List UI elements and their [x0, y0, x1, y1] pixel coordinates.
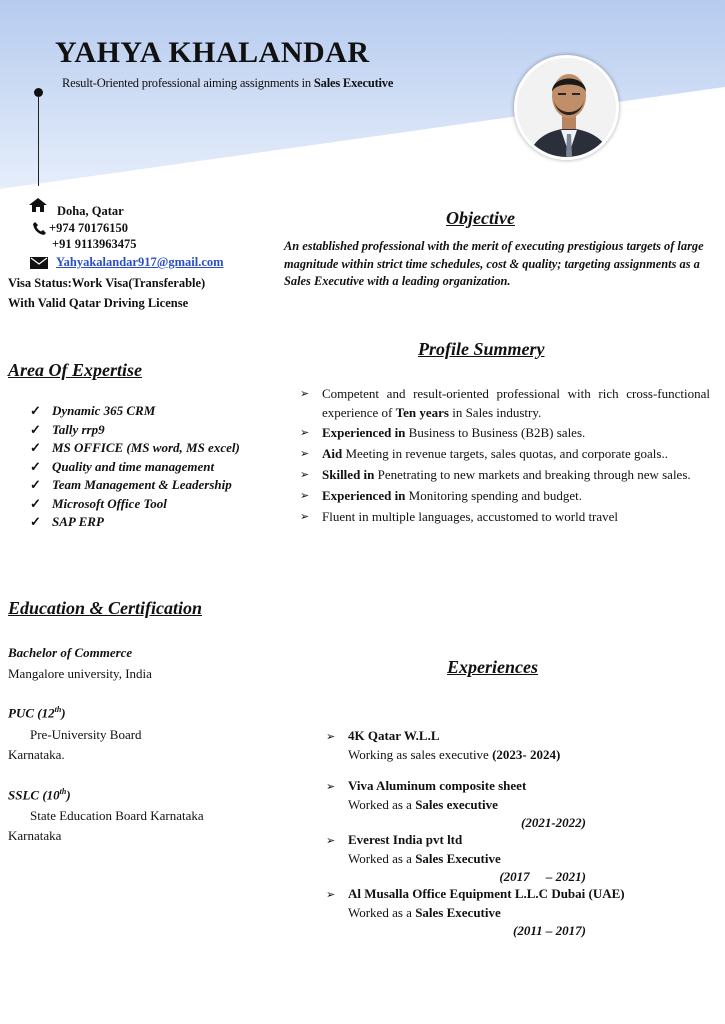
tagline-prefix: Result-Oriented professional aiming assignments in [62, 76, 314, 90]
tagline [62, 76, 393, 91]
sslc-sup: th [59, 787, 67, 796]
summary-text: Competent and result-oriented professional with rich cross-functional experience of [322, 386, 710, 420]
education-heading: Education & Certification [8, 598, 203, 618]
company-name: Al Musalla Office Equipment L.L.C Dubai (UAE) [348, 886, 625, 901]
summary-item [300, 486, 710, 506]
summary-list [300, 384, 710, 528]
arrow-bullet-icon: ➢ [300, 469, 310, 481]
phone-secondary[interactable]: +91 9113963475 [52, 237, 137, 251]
sslc-title [8, 787, 71, 803]
arrow-bullet-icon: ➢ [300, 427, 310, 439]
employment-dates: (2017 – 2021) [499, 869, 586, 884]
tagline-role: Sales Executive [313, 76, 394, 90]
home-icon [29, 198, 47, 212]
expertise-list [30, 402, 240, 532]
expertise-item [30, 513, 240, 532]
arrow-bullet-icon: ➢ [300, 448, 310, 460]
summary-item [300, 465, 710, 485]
check-icon: ✓ [30, 421, 41, 437]
check-icon: ✓ [30, 458, 41, 474]
summary-bold: Aid [322, 446, 343, 461]
puc-board: Pre-University Board [30, 727, 142, 742]
sslc-close: ) [66, 787, 71, 803]
company-name: 4K Qatar W.L.L [348, 728, 440, 743]
company-name: Viva Aluminum composite sheet [348, 778, 527, 793]
puc-title [8, 705, 66, 721]
phone-primary[interactable]: +974 70176150 [49, 221, 128, 235]
bcom-institution: Mangalore university, India [8, 666, 152, 681]
check-icon: ✓ [30, 514, 41, 529]
candidate-name: YAHYA KHALANDAR [55, 36, 370, 69]
arrow-bullet-icon: ➢ [326, 781, 336, 793]
summary-item [300, 384, 710, 422]
role-title: Sales Executive [415, 904, 501, 920]
summary-bold: Experienced in [322, 425, 406, 440]
arrow-bullet-icon: ➢ [300, 511, 310, 523]
expertise-item [30, 439, 240, 458]
expertise-item [30, 495, 240, 514]
role-period: (2023- 2024) [492, 746, 561, 762]
expertise-item [30, 402, 240, 421]
role-text: Working as sales executive [348, 746, 493, 762]
role-text: Worked as a [348, 796, 416, 812]
summary-bold: Experienced in [322, 488, 406, 503]
check-icon: ✓ [30, 477, 41, 492]
arrow-bullet-icon: ➢ [326, 835, 336, 847]
expertise-label: MS OFFICE (MS word, MS excel) [52, 440, 240, 455]
sslc-board: State Education Board Karnataka [30, 808, 204, 823]
expertise-heading: Area Of Expertise [8, 360, 142, 380]
role-text: Worked as a [348, 904, 416, 920]
email-link[interactable]: Yahyakalandar917@gmail.com [56, 255, 224, 269]
summary-text: Penetrating to new markets and breaking through new sales. [374, 467, 691, 482]
visa-status: Visa Status:Work Visa(Transferable) [8, 276, 206, 290]
location-text: Doha, Qatar [57, 204, 124, 218]
company-name: Everest India pvt ltd [348, 832, 463, 847]
check-icon: ✓ [30, 440, 41, 455]
puc-sup: th [54, 705, 62, 714]
role-title: Sales executive [415, 796, 498, 812]
profile-photo [514, 55, 619, 160]
timeline-line [38, 96, 39, 186]
expertise-label: Tally rrp9 [52, 421, 105, 437]
puc-state: Karnataka. [8, 747, 65, 762]
phone-icon [33, 222, 46, 235]
objective-text: An established professional with the merit of executing prestigious targets of large magnitude within strict time schedules, cost & quality; targeting assignments as a Sales Executive with a leading organization. [284, 239, 704, 288]
summary-text: Monitoring spending and budget. [405, 488, 582, 503]
expertise-item [30, 421, 240, 440]
puc-title-text: PUC (12 [8, 705, 55, 721]
experience-item [326, 777, 666, 833]
expertise-label: Microsoft Office Tool [52, 495, 167, 511]
expertise-label: Team Management & Leadership [52, 477, 232, 492]
role-title: Sales Executive [415, 850, 501, 866]
summary-text: Fluent in multiple languages, accustomed to world travel [322, 509, 619, 524]
puc-close: ) [61, 705, 66, 721]
driving-license: With Valid Qatar Driving License [8, 296, 189, 310]
expertise-label: SAP ERP [52, 514, 104, 529]
summary-bold: Ten years [395, 405, 449, 420]
sslc-state: Karnataka [8, 828, 62, 843]
expertise-item [30, 458, 240, 477]
profile-summary-heading: Profile Summery [418, 339, 545, 359]
arrow-bullet-icon: ➢ [326, 731, 336, 743]
expertise-label: Quality and time management [52, 458, 215, 474]
summary-item [300, 444, 710, 464]
experience-item [326, 727, 666, 764]
bcom-title: Bachelor of Commerce [8, 645, 133, 660]
expertise-label: Dynamic 365 CRM [52, 403, 156, 418]
employment-dates: (2011 – 2017) [513, 923, 586, 938]
experience-item [326, 885, 666, 941]
summary-bold: Skilled in [322, 467, 375, 482]
employment-dates: (2021-2022) [521, 815, 586, 830]
check-icon: ✓ [30, 495, 41, 511]
objective-heading: Objective [446, 208, 515, 228]
sslc-title-text: SSLC (10 [8, 787, 60, 803]
experience-item [326, 831, 666, 887]
check-icon: ✓ [30, 403, 41, 418]
mail-icon [30, 256, 48, 268]
expertise-item [30, 476, 240, 495]
arrow-bullet-icon: ➢ [300, 490, 310, 502]
role-text: Worked as a [348, 850, 416, 866]
experiences-heading: Experiences [447, 657, 538, 677]
summary-text: Meeting in revenue targets, sales quotas, and corporate goals.. [342, 446, 668, 461]
summary-text: Business to Business (B2B) sales. [405, 425, 586, 440]
arrow-bullet-icon: ➢ [300, 388, 310, 400]
summary-item [300, 507, 710, 527]
summary-text: in Sales industry. [448, 405, 542, 420]
summary-item [300, 423, 710, 443]
arrow-bullet-icon: ➢ [326, 889, 336, 901]
